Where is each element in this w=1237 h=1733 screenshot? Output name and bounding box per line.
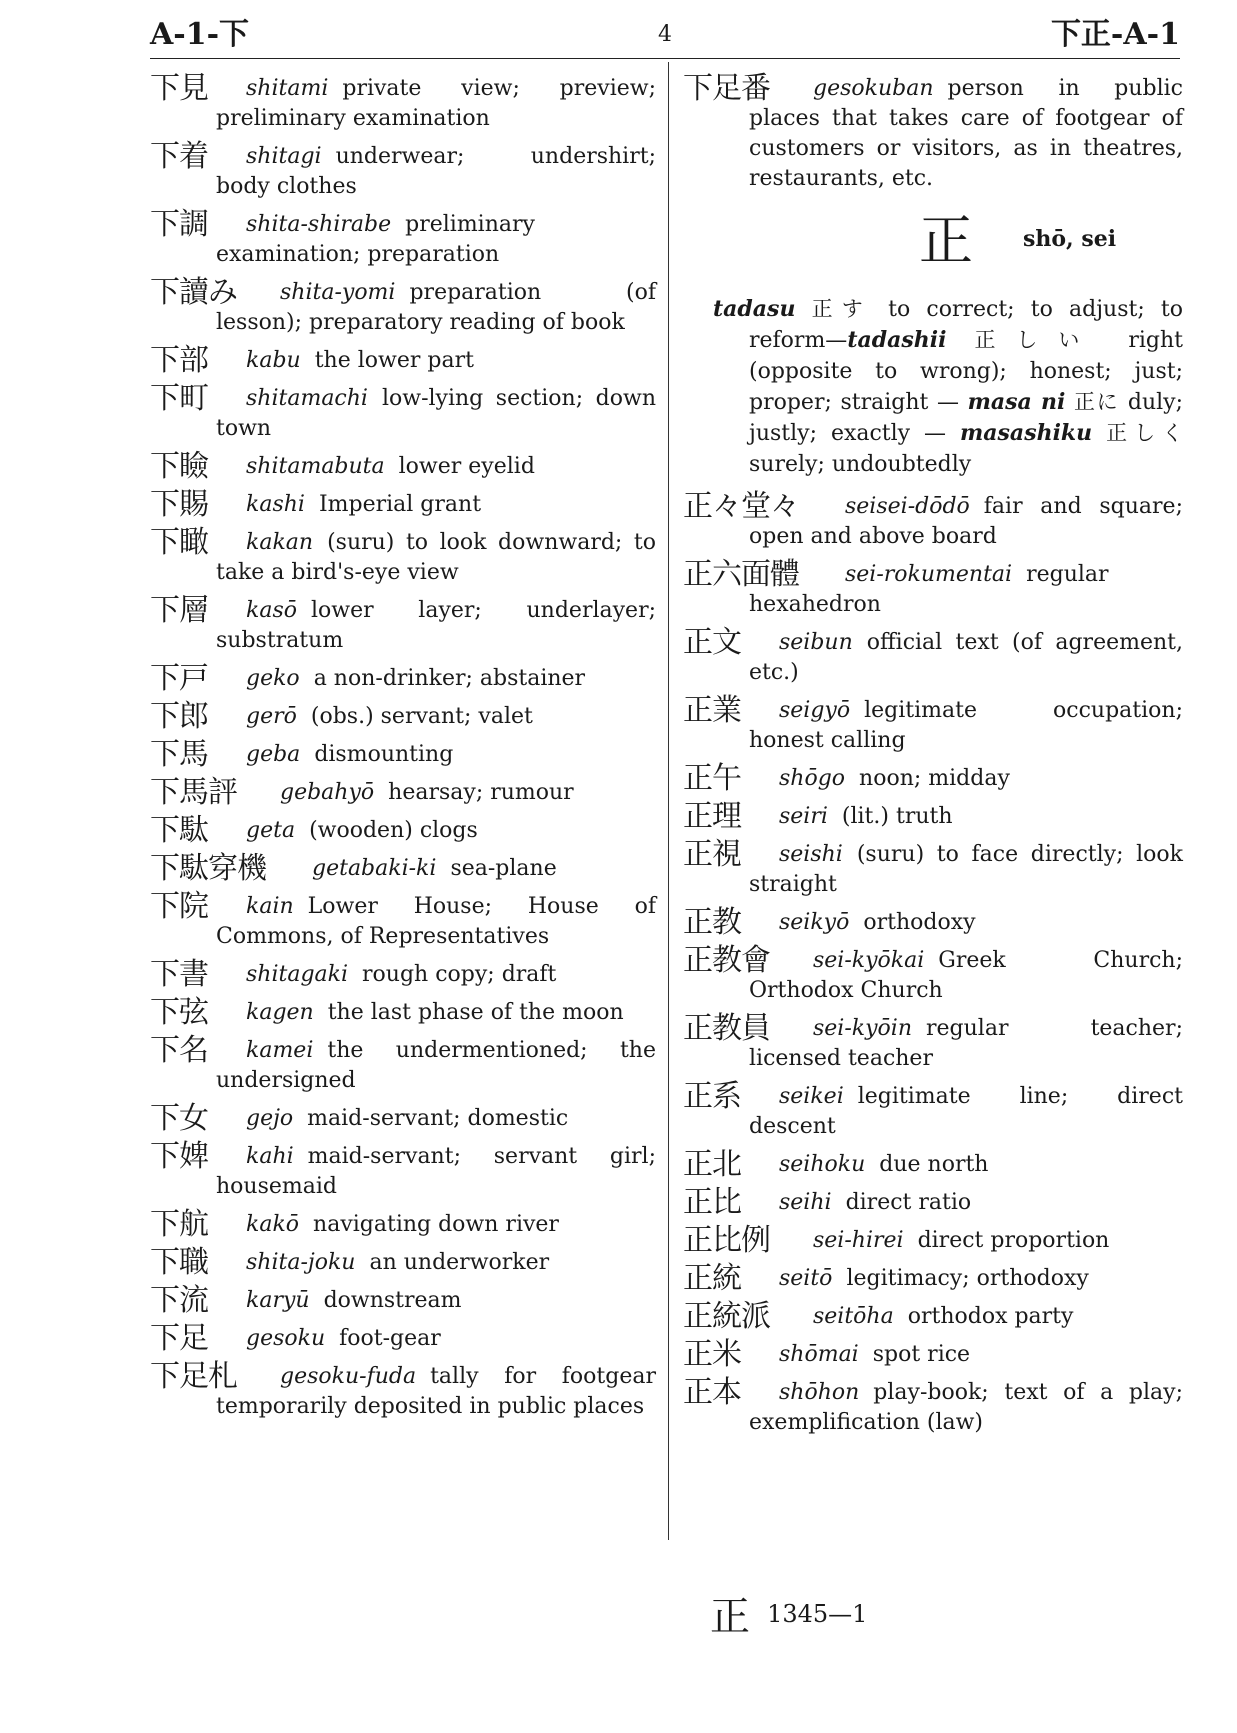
entry-romaji: shitami	[246, 76, 329, 101]
entry-romaji: seishi	[779, 842, 843, 867]
entry-romaji: sei-rokumentai	[845, 562, 1013, 587]
dictionary-entry	[683, 943, 1183, 1006]
dictionary-entry	[150, 1101, 656, 1136]
entry-definition: downstream	[323, 1288, 462, 1313]
entry-romaji: kabu	[246, 348, 301, 373]
dictionary-entry	[150, 449, 656, 484]
entry-kanji: 下馬	[150, 737, 208, 772]
entry-definition: legitimacy; orthodoxy	[846, 1266, 1089, 1291]
entry-romaji: seihi	[779, 1190, 832, 1215]
entry-kanji: 正業	[683, 693, 741, 728]
entry-kanji: 正視	[683, 837, 741, 872]
verb-definition: to correct; to adjust; to reform—	[749, 297, 1183, 353]
entry-definition: Lower House; House of Commons, of Representatives	[216, 894, 656, 949]
entry-romaji: geba	[246, 742, 301, 767]
dictionary-entry	[150, 813, 656, 848]
entry-definition: orthodox party	[907, 1304, 1074, 1329]
dictionary-entry	[150, 381, 656, 444]
entry-definition: foot-gear	[339, 1326, 441, 1351]
dictionary-entry	[150, 525, 656, 588]
entry-romaji: kakō	[246, 1212, 300, 1237]
entry-definition: orthodoxy	[863, 910, 976, 935]
adj-japanese: 正しい	[974, 328, 1101, 352]
entry-definition: Imperial grant	[318, 492, 482, 517]
entry-kanji: 下瞼	[150, 449, 208, 484]
entry-definition: preliminary examination; preparation	[216, 212, 535, 267]
entry-romaji: getabaki-ki	[312, 856, 437, 881]
entry-kanji: 正米	[683, 1337, 741, 1372]
dictionary-entry	[150, 487, 656, 522]
entry-kanji: 正比例	[683, 1223, 770, 1258]
entry-kanji: 下足番	[683, 71, 770, 106]
entry-romaji: gesoku	[246, 1326, 326, 1351]
dictionary-entry	[683, 799, 1183, 834]
entry-kanji: 正北	[683, 1147, 741, 1182]
section-reading: shō, sei	[1023, 226, 1117, 252]
entry-definition: official text (of agreement, etc.)	[749, 630, 1183, 685]
dictionary-entry	[683, 1261, 1183, 1296]
entry-definition: low-lying section; down town	[216, 386, 656, 441]
entry-kanji: 正文	[683, 625, 741, 660]
entry-definition: (lit.) truth	[841, 804, 953, 829]
entry-definition: (wooden) clogs	[309, 818, 478, 843]
entry-romaji: gerō	[246, 704, 297, 729]
dictionary-entry	[150, 995, 656, 1030]
entry-kanji: 正教會	[683, 943, 770, 978]
dictionary-entry	[150, 1359, 656, 1422]
entry-definition: direct ratio	[845, 1190, 972, 1215]
entry-romaji: gesokuban	[813, 76, 934, 101]
entry-romaji: shitamachi	[246, 386, 368, 411]
entry-definition: lower eyelid	[398, 454, 535, 479]
entry-kanji: 下航	[150, 1207, 208, 1242]
entry-kanji: 下名	[150, 1033, 208, 1068]
entry-definition: maid-servant; servant girl; housemaid	[216, 1144, 656, 1199]
header-right-guide: 下正-A-1	[1050, 17, 1180, 52]
entry-definition: the last phase of the moon	[327, 1000, 624, 1025]
adv2-japanese: 正しく	[1106, 421, 1184, 445]
entry-romaji: shita-yomi	[280, 280, 396, 305]
dictionary-entry	[683, 1185, 1183, 1220]
adv1-romaji: masa ni	[967, 389, 1066, 415]
entry-romaji: shitagi	[246, 144, 322, 169]
dictionary-entry	[683, 1299, 1183, 1334]
entry-kanji: 下瞰	[150, 525, 208, 560]
dictionary-entry	[683, 837, 1183, 900]
footer-kanji: 正	[710, 1594, 750, 1640]
entry-kanji: 下女	[150, 1101, 208, 1136]
entry-definition: noon; midday	[859, 766, 1010, 791]
entry-romaji: seikyō	[779, 910, 850, 935]
entry-definition: dismounting	[314, 742, 454, 767]
entry-kanji: 下書	[150, 957, 208, 992]
entry-romaji: kamei	[246, 1038, 314, 1063]
dictionary-entry	[150, 889, 656, 952]
entry-romaji: seikei	[779, 1084, 844, 1109]
entry-kanji: 正統派	[683, 1299, 770, 1334]
entry-kanji: 正系	[683, 1079, 741, 1114]
entry-romaji: kahi	[246, 1144, 294, 1169]
dictionary-entry	[683, 1147, 1183, 1182]
dictionary-entry	[150, 1033, 656, 1096]
entry-definition: lower layer; underlayer; substratum	[216, 598, 656, 653]
dictionary-entry	[683, 1375, 1183, 1438]
entry-kanji: 下戸	[150, 661, 208, 696]
dictionary-entry	[150, 851, 656, 886]
entry-definition: sea-plane	[450, 856, 557, 881]
entry-definition: hearsay; rumour	[388, 780, 574, 805]
dictionary-entry	[150, 275, 656, 338]
dictionary-entry	[683, 761, 1183, 796]
entry-romaji: kain	[246, 894, 294, 919]
entry-kanji: 正本	[683, 1375, 741, 1410]
section-heading	[683, 206, 1183, 284]
entry-romaji: seiri	[779, 804, 828, 829]
entry-romaji: kasō	[246, 598, 297, 623]
dictionary-entry	[150, 775, 656, 810]
entry-kanji: 下讀み	[150, 275, 237, 310]
dictionary-entry	[683, 489, 1183, 552]
entry-kanji: 下婢	[150, 1139, 208, 1174]
entry-definition: the lower part	[314, 348, 474, 373]
entry-romaji: seibun	[779, 630, 853, 655]
dictionary-entry	[150, 661, 656, 696]
entry-definition: direct proportion	[917, 1228, 1110, 1253]
dictionary-entry	[683, 557, 1183, 620]
dictionary-entry	[150, 1207, 656, 1242]
entry-romaji: geko	[246, 666, 300, 691]
entry-romaji: sei-kyōkai	[813, 948, 925, 973]
entry-kanji: 正六面體	[683, 557, 799, 592]
entry-romaji: shitagaki	[246, 962, 349, 987]
dictionary-entry	[150, 1283, 656, 1318]
adj-definition: right (opposite to wrong); honest; just; proper; straight —	[749, 328, 1183, 415]
entry-definition: preparation (of lesson); preparatory reading of book	[216, 280, 656, 335]
section-definition	[683, 294, 1183, 480]
entry-kanji: 下駄穿機	[150, 851, 266, 886]
entry-romaji: kagen	[246, 1000, 314, 1025]
dictionary-entry	[683, 905, 1183, 940]
entry-kanji: 正理	[683, 799, 741, 834]
entry-definition: tally for footgear temporarily deposited in public places	[216, 1364, 656, 1419]
dictionary-entry	[150, 593, 656, 656]
entry-kanji: 下郎	[150, 699, 208, 734]
entry-kanji: 下町	[150, 381, 208, 416]
dictionary-entry	[150, 1245, 656, 1280]
entry-definition: navigating down river	[313, 1212, 559, 1237]
entry-kanji: 下足	[150, 1321, 208, 1356]
entry-definition: legitimate occupation; honest calling	[749, 698, 1183, 753]
entry-definition: play-book; text of a play; exemplification (law)	[749, 1380, 1183, 1435]
entry-romaji: kashi	[246, 492, 305, 517]
entry-kanji: 下弦	[150, 995, 208, 1030]
adv1-japanese: 正に	[1074, 390, 1120, 414]
entry-romaji: seitō	[779, 1266, 833, 1291]
dictionary-entry	[683, 1337, 1183, 1372]
entry-definition: legitimate line; direct descent	[749, 1084, 1183, 1139]
header-rule	[150, 58, 1180, 59]
entry-kanji: 下層	[150, 593, 208, 628]
dictionary-entry	[150, 207, 656, 270]
entry-kanji: 下着	[150, 139, 208, 174]
dictionary-entry	[150, 71, 656, 134]
entry-kanji: 下院	[150, 889, 208, 924]
adv1-definition: duly; justly; exactly —	[749, 390, 1183, 446]
header-left-guide: A-1-下	[150, 17, 250, 52]
entry-romaji: gesoku-fuda	[280, 1364, 417, 1389]
entry-definition: private view; preview; preliminary examination	[216, 76, 656, 131]
entry-romaji: karyū	[246, 1288, 310, 1313]
entry-kanji: 下見	[150, 71, 208, 106]
entry-romaji: shitamabuta	[246, 454, 385, 479]
entry-definition: rough copy; draft	[362, 962, 557, 987]
entry-romaji: gejo	[246, 1106, 294, 1131]
dictionary-entry	[683, 625, 1183, 688]
entry-romaji: sei-kyōin	[813, 1016, 912, 1041]
entry-kanji: 下馬評	[150, 775, 237, 810]
entry-romaji: seigyō	[779, 698, 851, 723]
adv2-romaji: masashiku	[960, 420, 1093, 446]
entry-kanji: 下足札	[150, 1359, 237, 1394]
dictionary-entry	[150, 737, 656, 772]
dictionary-entry	[150, 139, 656, 202]
dictionary-entry	[150, 1139, 656, 1202]
dictionary-entry	[150, 1321, 656, 1356]
entry-kanji: 下部	[150, 343, 208, 378]
entry-kanji: 正比	[683, 1185, 741, 1220]
dictionary-entry	[683, 1011, 1183, 1074]
dictionary-entry	[150, 957, 656, 992]
dictionary-entry	[683, 71, 1183, 194]
left-column	[150, 71, 656, 1430]
entry-romaji: shita-shirabe	[246, 212, 392, 237]
entry-definition: an underworker	[369, 1250, 550, 1275]
entry-kanji: 下調	[150, 207, 208, 242]
entry-definition: due north	[879, 1152, 989, 1177]
dictionary-entry	[683, 693, 1183, 756]
verb-romaji: tadasu	[713, 296, 796, 322]
entry-romaji: kakan	[246, 530, 314, 555]
page-footer	[710, 1585, 868, 1640]
entry-romaji: sei-hirei	[813, 1228, 904, 1253]
page-header	[150, 12, 1180, 58]
entry-definition: fair and square; open and above board	[749, 494, 1183, 549]
entry-definition: (obs.) servant; valet	[310, 704, 533, 729]
footer-reference-number: 1345—1	[767, 1599, 868, 1628]
entry-romaji: gebahyō	[280, 780, 375, 805]
entry-kanji: 正々堂々	[683, 489, 799, 524]
entry-romaji: seitōha	[813, 1304, 894, 1329]
entry-definition: a non-drinker; abstainer	[313, 666, 586, 691]
adv2-definition: surely; undoubtedly	[749, 452, 972, 477]
column-divider	[668, 62, 669, 1540]
entry-definition: person in public places that takes care of footgear of customers or visitors, as in theatres, restaurants, etc.	[749, 76, 1183, 191]
entry-definition: regular hexahedron	[749, 562, 1109, 617]
entry-romaji: shita-joku	[246, 1250, 356, 1275]
entry-kanji: 下流	[150, 1283, 208, 1318]
entry-definition: underwear; undershirt; body clothes	[216, 144, 656, 199]
section-kanji: 正	[919, 209, 973, 272]
dictionary-entry	[150, 699, 656, 734]
entry-romaji: seihoku	[779, 1152, 866, 1177]
right-column	[683, 71, 1184, 1446]
entry-romaji: shōmai	[779, 1342, 859, 1367]
dictionary-entry	[683, 1223, 1183, 1258]
entry-romaji: shōgo	[779, 766, 846, 791]
entry-romaji: shōhon	[779, 1380, 860, 1405]
entry-kanji: 下職	[150, 1245, 208, 1280]
entry-kanji: 正午	[683, 761, 741, 796]
entry-definition: spot rice	[872, 1342, 971, 1367]
entry-definition: maid-servant; domestic	[307, 1106, 569, 1131]
entry-definition: the undermentioned; the undersigned	[216, 1038, 656, 1093]
entry-definition: regular teacher; licensed teacher	[749, 1016, 1183, 1071]
entry-definition: (suru) to face directly; look straight	[749, 842, 1183, 897]
entry-romaji: seisei-dōdō	[845, 494, 970, 519]
entry-definition: Greek Church; Orthodox Church	[749, 948, 1183, 1003]
entry-kanji: 下駄	[150, 813, 208, 848]
dictionary-entry	[683, 1079, 1183, 1142]
dictionary-entry	[150, 343, 656, 378]
entry-kanji: 正教員	[683, 1011, 770, 1046]
page-number: 4	[658, 22, 672, 47]
adj-romaji: tadashii	[847, 327, 947, 353]
entry-kanji: 正統	[683, 1261, 741, 1296]
verb-japanese: 正す	[811, 297, 872, 321]
entry-definition: (suru) to look downward; to take a bird's-eye view	[216, 530, 656, 585]
entry-kanji: 正教	[683, 905, 741, 940]
entry-kanji: 下賜	[150, 487, 208, 522]
entry-romaji: geta	[246, 818, 296, 843]
